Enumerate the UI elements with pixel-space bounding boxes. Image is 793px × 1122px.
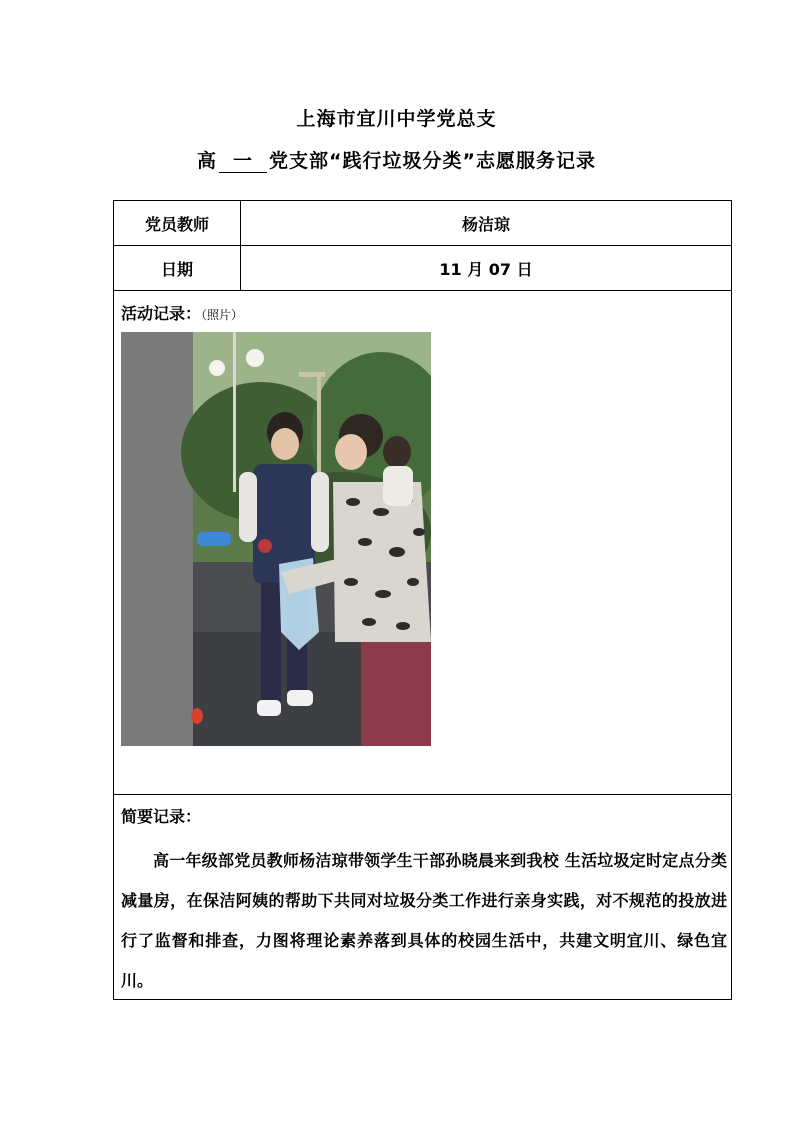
activity-record-label (121, 301, 243, 324)
row-divider (114, 245, 731, 246)
summary-text: 高一年级部党员教师杨洁琼带领学生干部孙晓晨来到我校 生活垃圾定时定点分类减量房，在保洁阿姨的帮助下共同对垃圾分类工作进行亲身实践，对不规范的投放进行了监督和排查，力图将理论素养落到具体的校园生活中，共建文明宜川、绿色宜川。 (121, 851, 727, 990)
teacher-value: 杨洁琼 (461, 215, 510, 234)
subtitle-suffix: 党支部“践行垃圾分类”志愿服务记录 (269, 150, 596, 172)
row-divider (114, 794, 731, 795)
row-divider (114, 290, 731, 291)
record-table (113, 200, 732, 1000)
document-title: 上海市宜川中学党总支 (296, 108, 497, 130)
activity-photo (121, 332, 431, 746)
summary-label: 简要记录： (121, 807, 202, 826)
activity-label-text: 活动记录： (121, 304, 202, 323)
activity-photo-icon (121, 332, 431, 746)
date-value: 11 月 07 日 (439, 260, 533, 279)
subtitle-prefix: 高 (197, 150, 218, 172)
date-label: 日期 (160, 260, 193, 279)
grade-blank-field: 一 (219, 150, 267, 173)
document-subtitle (0, 146, 793, 173)
teacher-label: 党员教师 (144, 215, 209, 234)
activity-photo-note: （照片） (201, 308, 244, 322)
